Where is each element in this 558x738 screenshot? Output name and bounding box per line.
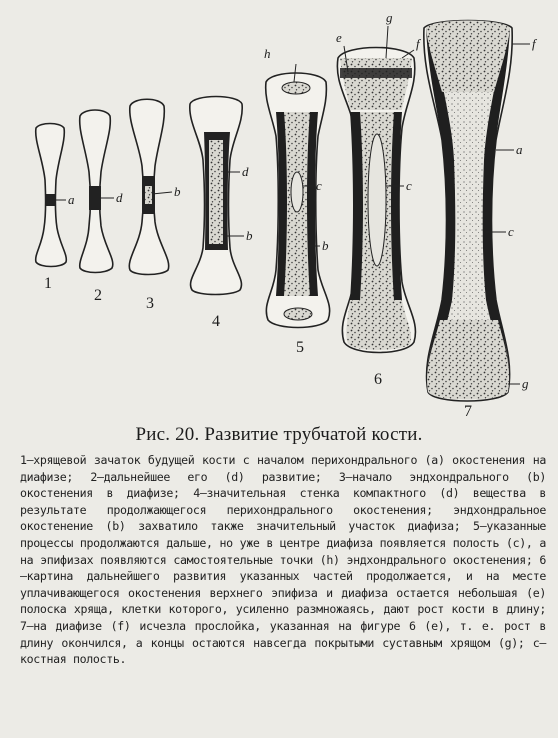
stage-number-6: 6: [374, 371, 382, 388]
label-b-stage3: b: [174, 184, 181, 199]
label-f-stage7: f: [532, 36, 536, 51]
label-c-stage5: c: [316, 178, 322, 193]
stage-number-3: 3: [146, 295, 154, 312]
stage-number-5: 5: [296, 339, 304, 356]
stage-1-bone: [36, 124, 67, 267]
stage-number-4: 4: [212, 313, 220, 330]
label-d-stage2: d: [116, 190, 123, 205]
stage-number-7: 7: [464, 403, 472, 420]
label-a-stage1: a: [68, 192, 75, 207]
label-a-stage7: a: [516, 142, 523, 157]
stage-6-bone: [337, 48, 415, 353]
label-d-stage4: d: [242, 164, 249, 179]
stage-4-bone: [190, 97, 242, 295]
label-h-stage5: h: [264, 46, 271, 61]
label-g-stage7: g: [522, 376, 529, 391]
figure-caption: Рис. 20. Развитие трубчатой кости.: [135, 424, 423, 445]
stage-7-bone: [424, 21, 512, 402]
stage-number-1: 1: [44, 275, 52, 292]
figure-legend: 1—хрящевой зачаток будущей кости с началом перихондрального (a) окостенения на диафизе; 2—дальнейшее его (d) развитие; 3—начало эндхондрального (b) окостенения в диафизе; 4—значительная стенка компактного (d) вещества в результате продолжающегося перихондрального окостенения; эндхондральное окостенение (b) захватило также значительный участок диафиза; 5—указанные процессы продолжаются дальше, но уже в центре диафиза появляется полость (c), а на эпифизах появляются самостоятельные точки (h) эндхондрального окостенения; 6—картина дальнейшего развития указанных частей продолжается, и на месте уплачивающегося окостенения верхнего эпифиза и диафиза остается небольшая (e) полоска хряща, клетки которого, усиленно размножаясь, дают рост кости в длину; 7—на диафизе (f) исчезла прослойка, указанная на фигуре 6 (e), т. е. рост в длину окончился, а концы остаются навсегда покрытыми суставным хрящом (g); c—костная полость.: [20, 453, 546, 667]
label-c-stage6: c: [406, 178, 412, 193]
label-e-stage6: e: [336, 30, 342, 45]
label-c-stage7: c: [508, 224, 514, 239]
stage-2-bone: [80, 110, 113, 273]
stage-number-2: 2: [94, 287, 102, 304]
stage-3-bone: [129, 99, 168, 274]
label-b-stage5: b: [322, 238, 329, 253]
label-b-stage4: b: [246, 228, 253, 243]
label-g-stage6: g: [386, 10, 393, 25]
label-f-stage6: f: [416, 36, 420, 51]
stage-5-bone: [266, 73, 330, 328]
